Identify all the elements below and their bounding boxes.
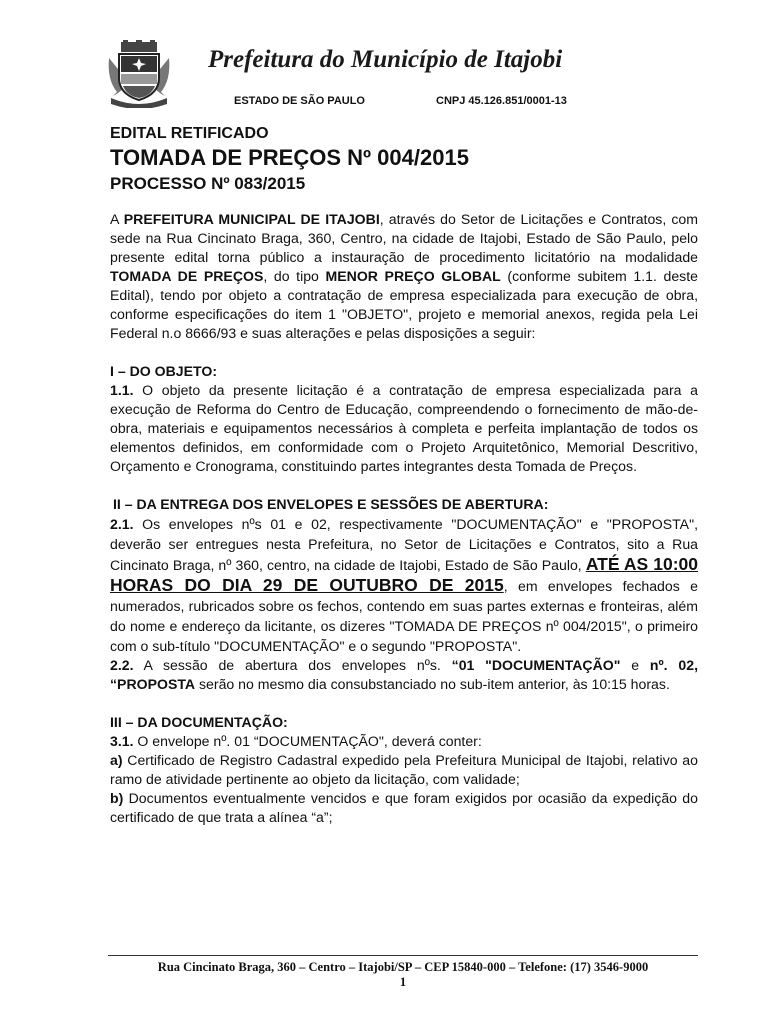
footer-divider — [108, 955, 698, 956]
deadline-text: ATÉ AS 10:00 HORAS DO DIA 29 DE OUTUBRO DE 2015 — [110, 554, 698, 595]
section-1-heading: I – DO OBJETO: — [110, 363, 218, 379]
state-label: ESTADO DE SÃO PAULO — [234, 95, 365, 107]
item-b: b) Documentos eventualmente vencidos e que foram exigidos por ocasião da expedição do certificado de que trata a alínea “a”; — [110, 790, 698, 825]
clause-2-1: 2.1. Os envelopes nºs 01 e 02, respectivamente "DOCUMENTAÇÃO" e "PROPOSTA", deverão ser entregues nesta Prefeitura, no Setor de Licitações e Contratos, sito a Rua Cincinato Braga, nº 360, centro, na cidade de Itajobi, Estado de São Paulo, ATÉ AS 10:00 HORAS DO DIA 29 DE OUTUBRO DE 2015, em envelopes fechados e numerados, rubricados sobre os fechos, contendo em suas partes externas e fronteiras, além do nome e endereço da licitante, os dizeres "TOMADA DE PREÇOS nº 004/2015", o primeiro com o sub-título "DOCUMENTAÇÃO" e o segundo "PROPOSTA". — [110, 516, 698, 654]
coat-of-arms-logo — [107, 40, 171, 108]
clause-2-2: 2.2. A sessão de abertura dos envelopes nºs. “01 "DOCUMENTAÇÃO" e nº. 02, “PROPOSTA serão no mesmo dia consubstanciado no sub-item anterior, às 10:15 horas. — [110, 657, 698, 692]
processo-heading: PROCESSO Nº 083/2015 — [110, 174, 306, 193]
clause-1-1: 1.1. O objeto da presente licitação é a contratação de empresa especializada para a execução de Reforma do Centro de Educação, compreendendo o fornecimento de mão-de-obra, materiais e equipamentos necessários à completa e perfeita implantação de todos os elementos definidos, em conformidade com o Projeto Arquitetônico, Memorial Descritivo, Orçamento e Cronograma, constituindo partes integrantes desta Tomada de Preços. — [110, 382, 698, 474]
section-2-heading: II – DA ENTREGA DOS ENVELOPES E SESSÕES DE ABERTURA: — [113, 496, 549, 512]
footer-address: Rua Cincinato Braga, 360 – Centro – Itajobi/SP – CEP 15840-000 – Telefone: (17) 3546-9000 — [157, 960, 649, 974]
tomada-heading: TOMADA DE PREÇOS Nº 004/2015 — [110, 145, 469, 170]
section-3-heading: III – DA DOCUMENTAÇÃO: — [110, 714, 288, 730]
cnpj-label: CNPJ 45.126.851/0001-13 — [436, 95, 567, 107]
footer — [108, 960, 698, 990]
page-number: 1 — [399, 975, 407, 989]
edital-heading: EDITAL RETIFICADO — [110, 125, 269, 142]
municipality-title: Prefeitura do Município de Itajobi — [208, 46, 563, 73]
intro-paragraph: A PREFEITURA MUNICIPAL DE ITAJOBI, através do Setor de Licitações e Contratos, com sede na Rua Cincinato Braga, 360, Centro, na cidade de Itajobi, Estado de São Paulo, pelo presente edital torna público a instauração de procedimento licitatório na modalidade TOMADA DE PREÇOS, do tipo MENOR PREÇO GLOBAL (conforme subitem 1.1. deste Edital), tendo por objeto a contratação de empresa especializada para execução de obra, conforme especificações do item 1 "OBJETO", projeto e memorial anexos, regida pela Lei Federal n.o 8666/93 e suas alterações e pelas disposições a seguir: — [110, 211, 698, 341]
document-body — [110, 124, 698, 827]
clause-3-1: 3.1. O envelope nº. 01 “DOCUMENTAÇÃO", deverá conter: — [110, 733, 482, 749]
item-a: a) Certificado de Registro Cadastral expedido pela Prefeitura Municipal de Itajobi, relativo ao ramo de atividade pertinente ao objeto da licitação, com validade; — [110, 752, 698, 787]
